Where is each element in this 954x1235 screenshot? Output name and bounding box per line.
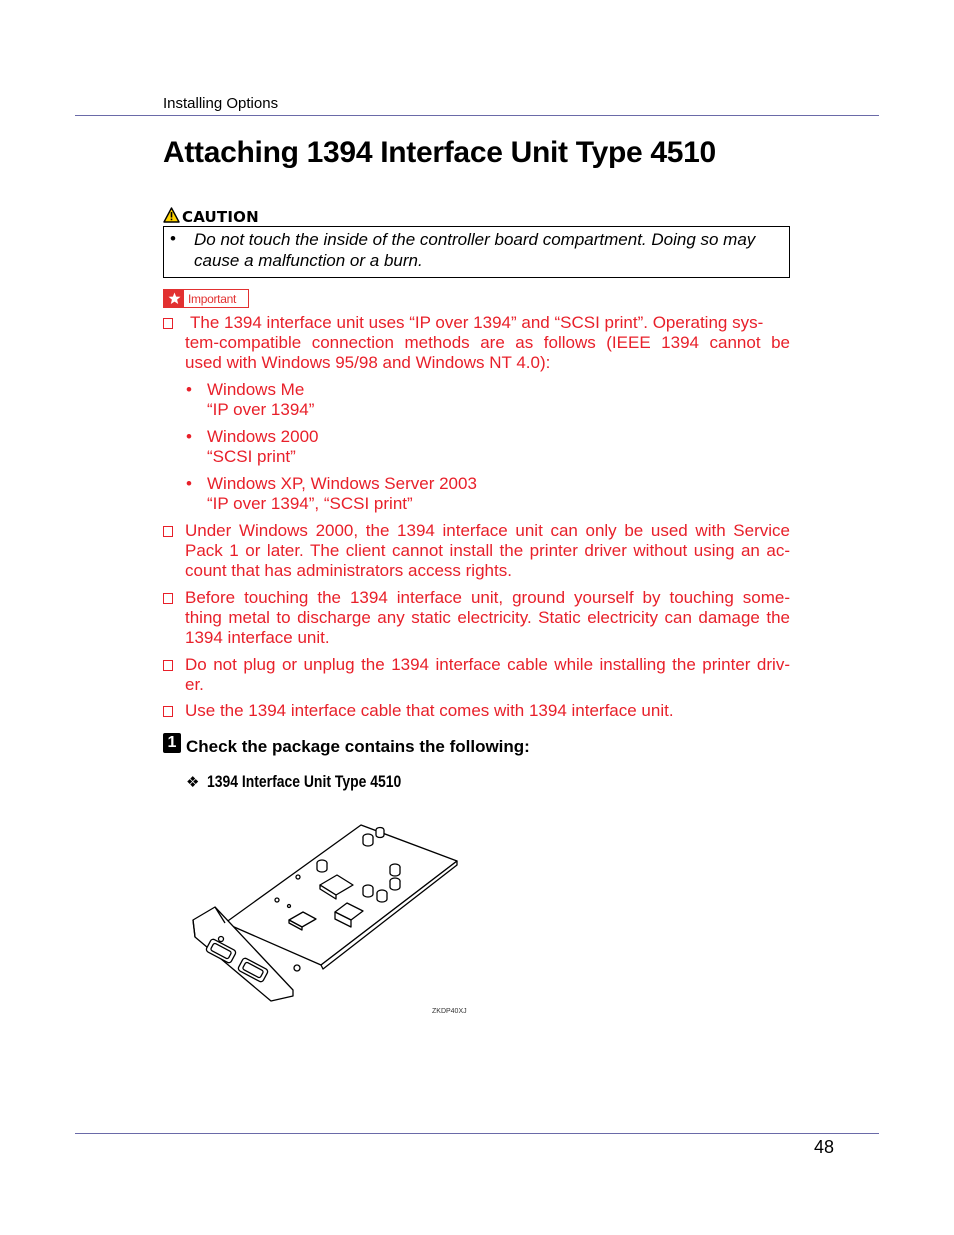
note-line: er. (185, 675, 204, 694)
star-icon (164, 290, 184, 307)
caution-label: CAUTION (182, 208, 259, 226)
diamond-bullet-icon: ❖ (186, 774, 200, 791)
note-line: Use the 1394 interface cable that comes with 1394 interface unit. (185, 701, 674, 720)
note-line: count that has administrators access rights. (185, 561, 512, 580)
header-rule (75, 115, 879, 116)
interface-unit-illustration (185, 815, 475, 1010)
note-line: Do not plug or unplug the 1394 interface cable while installing the printer driv- (185, 655, 790, 674)
note-item (185, 655, 790, 695)
checkbox-bullet-icon (163, 706, 173, 717)
warning-triangle-icon (163, 207, 180, 228)
note-line: tem-compatible connection methods are as follows (IEEE 1394 cannot be (185, 333, 790, 352)
os-name: Windows XP, Windows Server 2003 (207, 474, 477, 493)
note-line: used with Windows 95/98 and Windows NT 4.0): (185, 353, 551, 372)
page-title: Attaching 1394 Interface Unit Type 4510 (163, 136, 716, 169)
note-item (185, 521, 790, 581)
caution-bullet: • (170, 229, 176, 248)
running-header: Installing Options (163, 95, 279, 112)
step-number-icon: 1 (163, 733, 181, 753)
caution-line: Do not touch the inside of the controller board compartment. Doing so may (194, 230, 756, 249)
os-method: “IP over 1394” (207, 400, 315, 419)
note-line: Under Windows 2000, the 1394 interface unit can only be used with Service (185, 521, 790, 540)
note-item (185, 588, 790, 648)
checkbox-bullet-icon (163, 526, 173, 537)
checkbox-bullet-icon (163, 660, 173, 671)
note-item (185, 701, 790, 721)
footer-rule (75, 1133, 879, 1134)
list-bullet: • (186, 474, 192, 493)
note-line: Pack 1 or later. The client cannot install the printer driver without using an ac- (185, 541, 790, 560)
note-line: Before touching the 1394 interface unit, ground yourself by touching some- (185, 588, 790, 607)
important-label: Important (188, 291, 236, 306)
step-instruction: Check the package contains the following: (186, 737, 530, 756)
note-line: thing metal to discharge any static electricity. Static electricity can damage the (185, 608, 790, 627)
note-line: The 1394 interface unit uses “IP over 1394” and “SCSI print”. Operating sys- (190, 313, 764, 332)
package-item-title: 1394 Interface Unit Type 4510 (207, 772, 402, 791)
os-item (207, 427, 319, 467)
os-item (207, 474, 477, 514)
caution-text (194, 229, 784, 271)
caution-heading (163, 207, 259, 227)
checkbox-bullet-icon (163, 318, 173, 329)
os-method: “SCSI print” (207, 447, 296, 466)
caution-line: cause a malfunction or a burn. (194, 251, 423, 270)
list-bullet: • (186, 427, 192, 446)
note-item (185, 313, 790, 373)
important-badge (163, 289, 249, 308)
os-method: “IP over 1394”, “SCSI print” (207, 494, 413, 513)
os-name: Windows Me (207, 380, 305, 399)
checkbox-bullet-icon (163, 593, 173, 604)
page-number: 48 (814, 1137, 835, 1157)
note-line: 1394 interface unit. (185, 628, 330, 647)
figure-code: ZKDP40XJ (432, 1008, 467, 1015)
os-item (207, 380, 314, 420)
os-name: Windows 2000 (207, 427, 319, 446)
list-bullet: • (186, 380, 192, 399)
